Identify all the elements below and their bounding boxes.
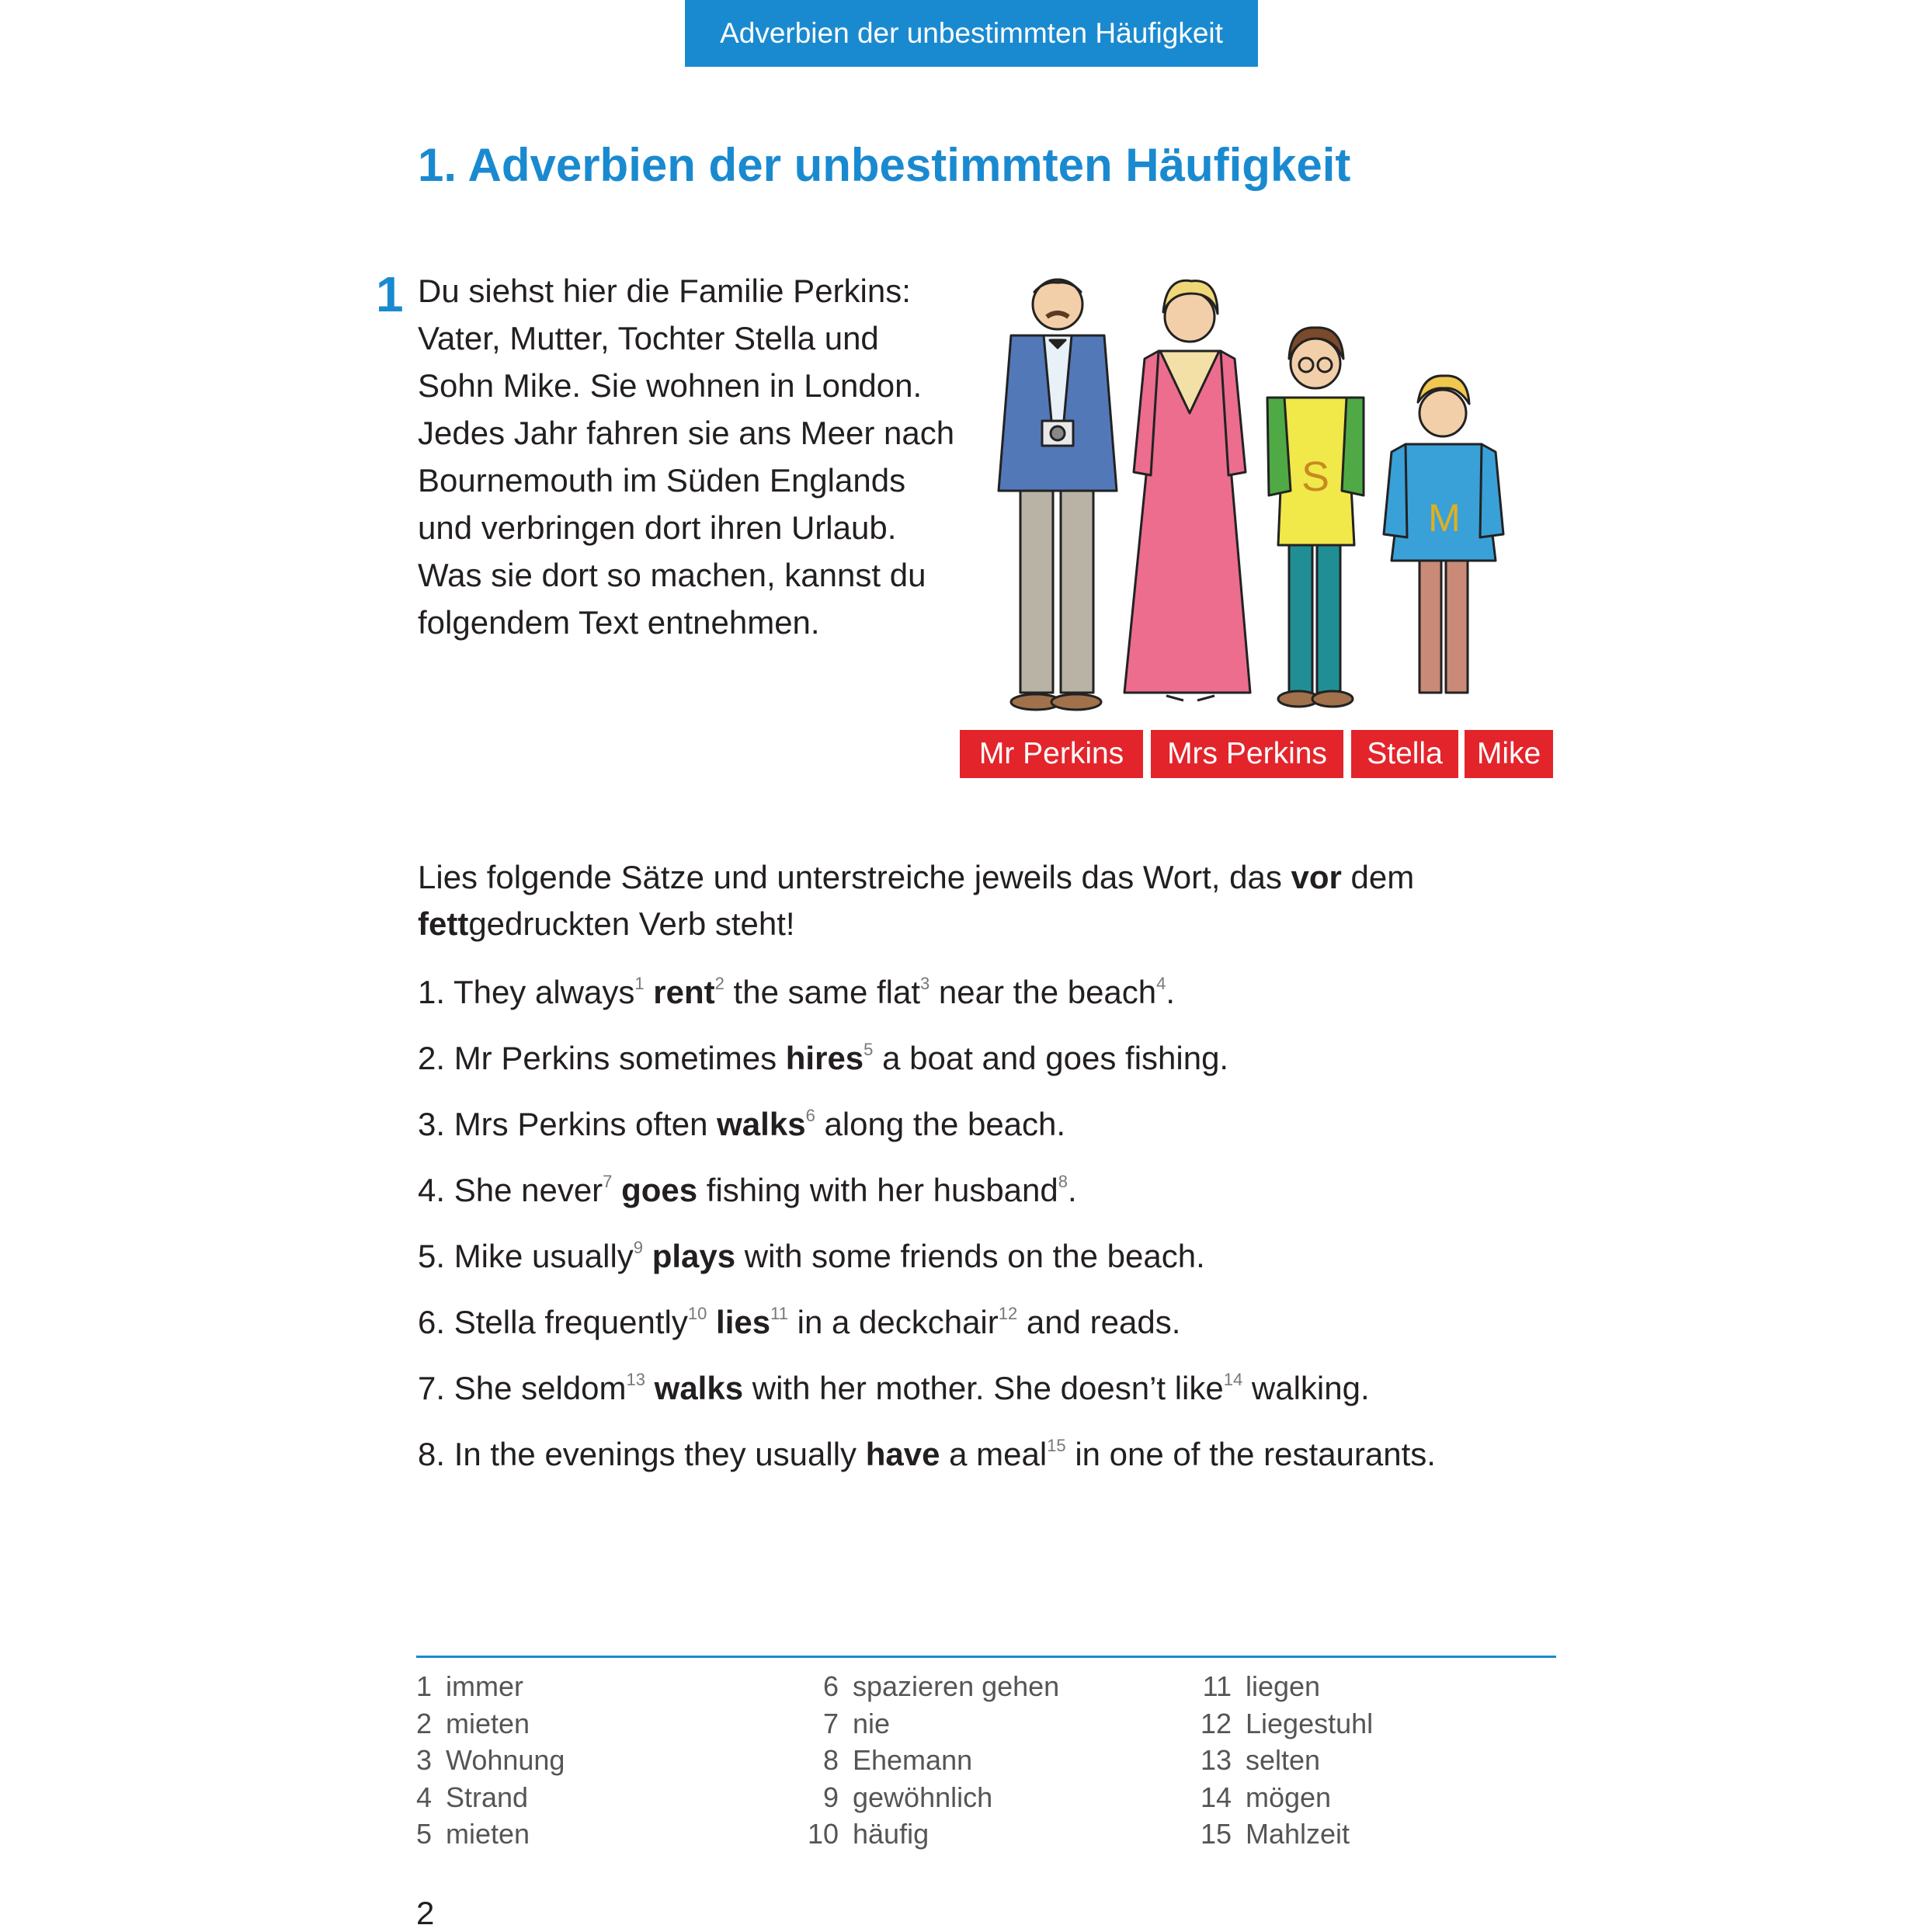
vocabulary-item bbox=[416, 1742, 565, 1779]
footnote-ref: 6 bbox=[805, 1106, 815, 1125]
vocabulary-number: 2 bbox=[416, 1707, 433, 1739]
intro-line: Sohn Mike. Sie wohnen in London. bbox=[418, 367, 923, 404]
sentence-text: and reads. bbox=[1017, 1304, 1181, 1340]
vocabulary-number: 11 bbox=[1202, 1670, 1232, 1702]
instruction-text bbox=[418, 854, 1552, 947]
sentence-text: along the beach. bbox=[815, 1106, 1066, 1142]
vocabulary-number: 12 bbox=[1201, 1707, 1232, 1739]
vocabulary-word: Mahlzeit bbox=[1246, 1818, 1350, 1850]
bold-verb: hires bbox=[785, 1040, 864, 1076]
vocabulary-column-2 bbox=[808, 1668, 1059, 1853]
sentence-text: with some friends on the beach. bbox=[735, 1238, 1205, 1274]
footnote-divider bbox=[416, 1656, 1556, 1658]
vocabulary-item bbox=[1201, 1742, 1373, 1779]
vocabulary-item bbox=[1201, 1816, 1373, 1853]
footnote-ref: 2 bbox=[714, 974, 724, 993]
bold-verb: plays bbox=[652, 1238, 736, 1274]
family-illustration bbox=[980, 242, 1570, 730]
footnote-ref: 10 bbox=[687, 1304, 707, 1323]
page-title: 1. Adverbien der unbestimmten Häufigkeit bbox=[418, 139, 1351, 191]
vocabulary-number: 14 bbox=[1201, 1781, 1232, 1813]
page-number: 2 bbox=[416, 1895, 435, 1931]
vocabulary-word: mögen bbox=[1246, 1781, 1332, 1813]
figure-mr-perkins bbox=[999, 280, 1117, 710]
vocabulary-number: 15 bbox=[1201, 1818, 1232, 1850]
sentence-text: 7. She seldom bbox=[418, 1370, 627, 1406]
svg-text:S: S bbox=[1301, 453, 1330, 500]
intro-line: folgendem Text entnehmen. bbox=[418, 604, 820, 641]
bold-verb: walks bbox=[654, 1370, 744, 1406]
sentence-text: . bbox=[1166, 974, 1176, 1010]
footnote-ref: 7 bbox=[603, 1172, 613, 1191]
instruction-part: dem bbox=[1341, 859, 1415, 895]
vocabulary-word: spazieren gehen bbox=[853, 1670, 1060, 1702]
vocabulary-word: mieten bbox=[446, 1707, 530, 1739]
sentence-text: 1. They always bbox=[418, 974, 635, 1010]
instruction-bold: fett bbox=[418, 905, 469, 942]
sentence-text: 2. Mr Perkins sometimes bbox=[418, 1040, 786, 1076]
sentence-7 bbox=[418, 1365, 1567, 1431]
vocabulary-number: 5 bbox=[416, 1818, 433, 1850]
vocabulary-word: Liegestuhl bbox=[1246, 1707, 1374, 1739]
vocabulary-item bbox=[808, 1668, 1059, 1705]
vocabulary-word: Wohnung bbox=[446, 1744, 565, 1776]
vocabulary-number: 9 bbox=[822, 1781, 839, 1813]
vocabulary-item bbox=[808, 1816, 1059, 1853]
vocabulary-word: häufig bbox=[853, 1818, 930, 1850]
intro-line: und verbringen dort ihren Urlaub. bbox=[418, 509, 897, 546]
sentence-text: 6. Stella frequently bbox=[418, 1304, 688, 1340]
footnote-ref: 15 bbox=[1047, 1436, 1066, 1455]
sentence-text bbox=[645, 974, 654, 1010]
bold-verb: have bbox=[865, 1436, 940, 1472]
intro-text bbox=[418, 267, 977, 646]
sentence-text: a meal bbox=[940, 1436, 1048, 1472]
vocabulary-word: Strand bbox=[446, 1781, 529, 1813]
sentence-text: the same flat bbox=[724, 974, 921, 1010]
vocabulary-word: gewöhnlich bbox=[853, 1781, 993, 1813]
bold-verb: lies bbox=[716, 1304, 771, 1340]
figure-mrs-perkins bbox=[1124, 280, 1250, 700]
sentence-8 bbox=[418, 1431, 1567, 1497]
intro-line: Vater, Mutter, Tochter Stella und bbox=[418, 320, 879, 356]
footnote-ref: 4 bbox=[1156, 974, 1166, 993]
vocabulary-item bbox=[1201, 1779, 1373, 1816]
sentence-6 bbox=[418, 1299, 1567, 1365]
footnote-ref: 13 bbox=[626, 1370, 645, 1389]
footnote-ref: 3 bbox=[920, 974, 930, 993]
footnote-ref: 12 bbox=[998, 1304, 1018, 1323]
sentence-text: walking. bbox=[1242, 1370, 1370, 1406]
sentence-text bbox=[645, 1370, 655, 1406]
vocabulary-number: 1 bbox=[416, 1670, 433, 1702]
vocabulary-number: 8 bbox=[822, 1744, 839, 1776]
name-label-stella: Stella bbox=[1351, 730, 1458, 778]
name-label-mike: Mike bbox=[1465, 730, 1553, 778]
instruction-part: gedruckten Verb steht! bbox=[468, 905, 795, 942]
instruction-part: Lies folgende Sätze und unterstreiche jeweils das Wort, das bbox=[418, 859, 1291, 895]
bold-verb: walks bbox=[717, 1106, 806, 1142]
vocabulary-column-1 bbox=[416, 1668, 565, 1853]
sentence-list bbox=[418, 969, 1567, 1497]
name-label-mr-perkins: Mr Perkins bbox=[960, 730, 1143, 778]
figure-mike bbox=[1384, 376, 1503, 693]
task-number: 1 bbox=[376, 266, 404, 322]
sentence-text: fishing with her husband bbox=[697, 1172, 1058, 1208]
sentence-text bbox=[643, 1238, 652, 1274]
sentence-text: in one of the restaurants. bbox=[1065, 1436, 1436, 1472]
sentence-text: 8. In the evenings they usually bbox=[418, 1436, 866, 1472]
footnote-ref: 11 bbox=[770, 1304, 788, 1323]
sentence-2 bbox=[418, 1035, 1567, 1101]
sentence-text: 3. Mrs Perkins often bbox=[418, 1106, 718, 1142]
vocabulary-column-3 bbox=[1201, 1668, 1373, 1853]
vocabulary-number: 6 bbox=[822, 1670, 839, 1702]
vocabulary-item bbox=[1201, 1705, 1373, 1743]
bold-verb: rent bbox=[653, 974, 715, 1010]
sentence-4 bbox=[418, 1167, 1567, 1233]
sentence-5 bbox=[418, 1233, 1567, 1299]
sentence-1 bbox=[418, 969, 1567, 1035]
vocabulary-number: 13 bbox=[1201, 1744, 1232, 1776]
vocabulary-word: Ehemann bbox=[853, 1744, 973, 1776]
vocabulary-number: 3 bbox=[416, 1744, 433, 1776]
intro-line: Du siehst hier die Familie Perkins: bbox=[418, 273, 911, 309]
footnote-ref: 9 bbox=[633, 1238, 644, 1257]
sentence-text: in a deckchair bbox=[787, 1304, 999, 1340]
vocabulary-number: 10 bbox=[808, 1818, 839, 1850]
vocabulary-number: 4 bbox=[416, 1781, 433, 1813]
svg-text:M: M bbox=[1428, 496, 1461, 540]
vocabulary-word: selten bbox=[1246, 1744, 1321, 1776]
sentence-text: near the beach bbox=[930, 974, 1157, 1010]
sentence-3 bbox=[418, 1101, 1567, 1167]
vocabulary-word: nie bbox=[853, 1707, 891, 1739]
name-label-mrs-perkins: Mrs Perkins bbox=[1151, 730, 1343, 778]
vocabulary-item bbox=[416, 1705, 565, 1743]
sentence-text: . bbox=[1068, 1172, 1077, 1208]
vocabulary-word: mieten bbox=[446, 1818, 530, 1850]
footnote-ref: 8 bbox=[1058, 1172, 1068, 1191]
vocabulary-item bbox=[808, 1779, 1059, 1816]
vocabulary-number: 7 bbox=[822, 1707, 839, 1739]
intro-line: Bournemouth im Süden Englands bbox=[418, 462, 906, 499]
footnote-ref: 5 bbox=[863, 1040, 874, 1059]
bold-verb: goes bbox=[621, 1172, 698, 1208]
sentence-text: with her mother. She doesn’t like bbox=[743, 1370, 1224, 1406]
footnote-ref: 14 bbox=[1223, 1370, 1243, 1389]
vocabulary-item bbox=[1201, 1668, 1373, 1705]
sentence-text: 5. Mike usually bbox=[418, 1238, 634, 1274]
vocabulary-item bbox=[416, 1668, 565, 1705]
sentence-text bbox=[612, 1172, 621, 1208]
vocabulary-word: immer bbox=[446, 1670, 523, 1702]
sentence-text: 4. She never bbox=[418, 1172, 603, 1208]
vocabulary-item bbox=[808, 1742, 1059, 1779]
vocabulary-item bbox=[416, 1779, 565, 1816]
footnote-ref: 1 bbox=[634, 974, 645, 993]
vocabulary-item bbox=[416, 1816, 565, 1853]
vocabulary-word: liegen bbox=[1246, 1670, 1321, 1702]
figure-stella bbox=[1267, 328, 1364, 707]
intro-line: Was sie dort so machen, kannst du bbox=[418, 557, 926, 593]
sentence-text bbox=[707, 1304, 716, 1340]
header-tab: Adverbien der unbestimmten Häufigkeit bbox=[685, 0, 1258, 67]
sentence-text: a boat and goes fishing. bbox=[873, 1040, 1229, 1076]
intro-line: Jedes Jahr fahren sie ans Meer nach bbox=[418, 415, 955, 451]
instruction-bold: vor bbox=[1291, 859, 1342, 895]
vocabulary-item bbox=[808, 1705, 1059, 1743]
